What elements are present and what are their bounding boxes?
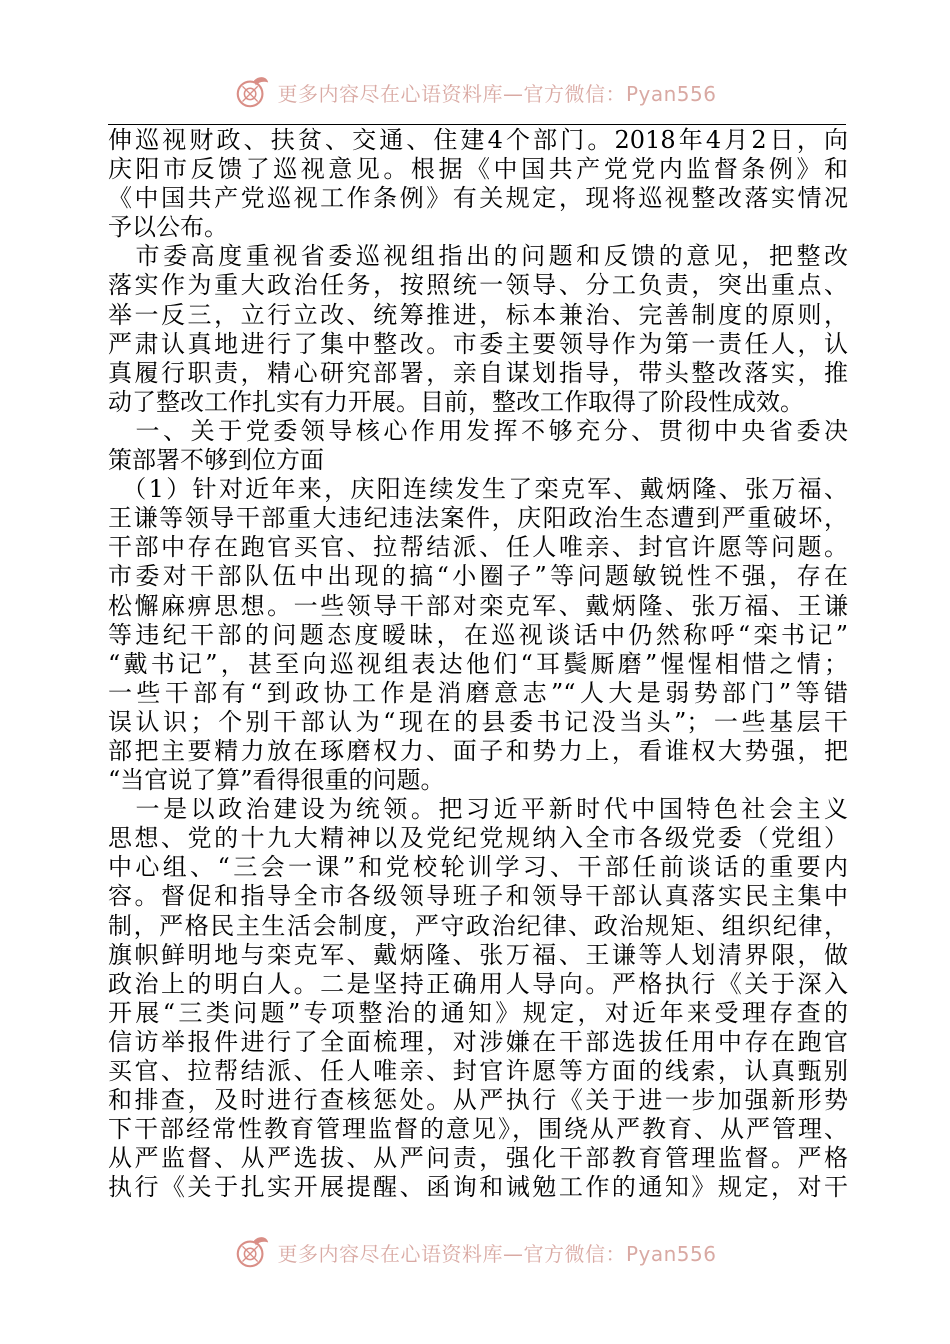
text-line: 落实作为重大政治任务，按照统一领导、分工负责，突出重点、 <box>108 271 848 300</box>
header-divider <box>108 124 846 125</box>
text-line: 信访举报件进行了全面梳理，对涉嫌在干部选拔任用中存在跑官 <box>108 1027 848 1056</box>
seal-logo-icon <box>233 1233 271 1271</box>
text-line: 王谦等领导干部重大违纪违法案件，庆阳政治生态遭到严重破坏， <box>108 504 848 533</box>
text-line: 市委高度重视省委巡视组指出的问题和反馈的意见，把整改 <box>108 242 848 271</box>
text-line: 伸巡视财政、扶贫、交通、住建4个部门。2018年4月2日，向 <box>108 126 848 154</box>
text-line: 干部中存在跑官买官、拉帮结派、任人唯亲、封官许愿等问题。 <box>108 533 848 562</box>
seal-logo-icon <box>233 73 271 111</box>
text-line: 买官、拉帮结派、任人唯亲、封官许愿等方面的线索，认真甄别 <box>108 1057 848 1085</box>
document-body <box>108 126 848 1202</box>
text-line: 真履行职责，精心研究部署，亲自谋划指导，带头整改落实，推 <box>108 358 848 387</box>
text-line: 误认识；个别干部认为“现在的县委书记没当头”；一些基层干 <box>108 707 848 736</box>
text-line: 松懈麻痹思想。一些领导干部对栾克军、戴炳隆、张万福、王谦 <box>108 591 848 620</box>
text-line: 下干部经常性教育管理监督的意见》，围绕从严教育、从严管理、 <box>108 1115 848 1144</box>
text-line: 庆阳市反馈了巡视意见。根据《中国共产党党内监督条例》和 <box>108 155 848 184</box>
text-line: 中心组、“三会一课”和党校轮训学习、干部任前谈话的重要内 <box>108 853 848 882</box>
text-line: （1）针对近年来，庆阳连续发生了栾克军、戴炳隆、张万福、 <box>108 475 848 504</box>
text-line: 开展“三类问题”专项整治的通知》规定，对近年来受理存查的 <box>108 998 848 1027</box>
text-line: “戴书记”，甚至向巡视组表达他们“耳鬓厮磨”惺惺相惜之情； <box>108 649 848 678</box>
text-line: 予以公布。 <box>108 213 228 242</box>
header-watermark-text: 更多内容尽在心语资料库—官方微信：Pyan556 <box>277 81 717 106</box>
text-line: 部把主要精力放在琢磨权力、面子和势力上，看谁权大势强，把 <box>108 736 848 765</box>
text-line: 容。督促和指导全市各级领导班子和领导干部认真落实民主集中 <box>108 882 848 911</box>
text-line: 执行《关于扎实开展提醒、函询和诫勉工作的通知》规定，对干 <box>108 1173 848 1202</box>
section-heading-line: 一、关于党委领导核心作用发挥不够充分、贯彻中央省委决 <box>108 416 848 445</box>
text-line: 市委对干部队伍中出现的搞“小圈子”等问题敏锐性不强，存在 <box>108 562 848 591</box>
section-heading-line: 策部署不够到位方面 <box>108 446 324 475</box>
text-line: 一是以政治建设为统领。把习近平新时代中国特色社会主义 <box>108 795 848 824</box>
footer-watermark <box>0 1230 950 1274</box>
text-line: “当官说了算”看得很重的问题。 <box>108 766 445 795</box>
text-line: 思想、党的十九大精神以及党纪党规纳入全市各级党委（党组） <box>108 824 848 853</box>
text-line: 政治上的明白人。二是坚持正确用人导向。严格执行《关于深入 <box>108 969 848 998</box>
text-line: 等违纪干部的问题态度暧昧，在巡视谈话中仍然称呼“栾书记” <box>108 620 848 649</box>
text-line: 《中国共产党巡视工作条例》有关规定，现将巡视整改落实情况 <box>108 184 848 213</box>
text-line: 严肃认真地进行了集中整改。市委主要领导作为第一责任人，认 <box>108 329 848 358</box>
text-line: 从严监督、从严选拔、从严问责，强化干部教育管理监督。严格 <box>108 1144 848 1173</box>
text-line: 动了整改工作扎实有力开展。目前，整改工作取得了阶段性成效。 <box>108 387 804 416</box>
footer-watermark-text: 更多内容尽在心语资料库—官方微信：Pyan556 <box>277 1241 717 1266</box>
header-watermark <box>0 70 950 114</box>
text-line: 一些干部有“到政协工作是消磨意志”“人大是弱势部门”等错 <box>108 678 848 707</box>
text-line: 和排查，及时进行查核惩处。从严执行《关于进一步加强新形势 <box>108 1086 848 1115</box>
text-line: 制，严格民主生活会制度，严守政治纪律、政治规矩、组织纪律， <box>108 911 848 940</box>
text-line: 举一反三，立行立改、统筹推进，标本兼治、完善制度的原则， <box>108 300 848 329</box>
text-line: 旗帜鲜明地与栾克军、戴炳隆、张万福、王谦等人划清界限，做 <box>108 940 848 969</box>
